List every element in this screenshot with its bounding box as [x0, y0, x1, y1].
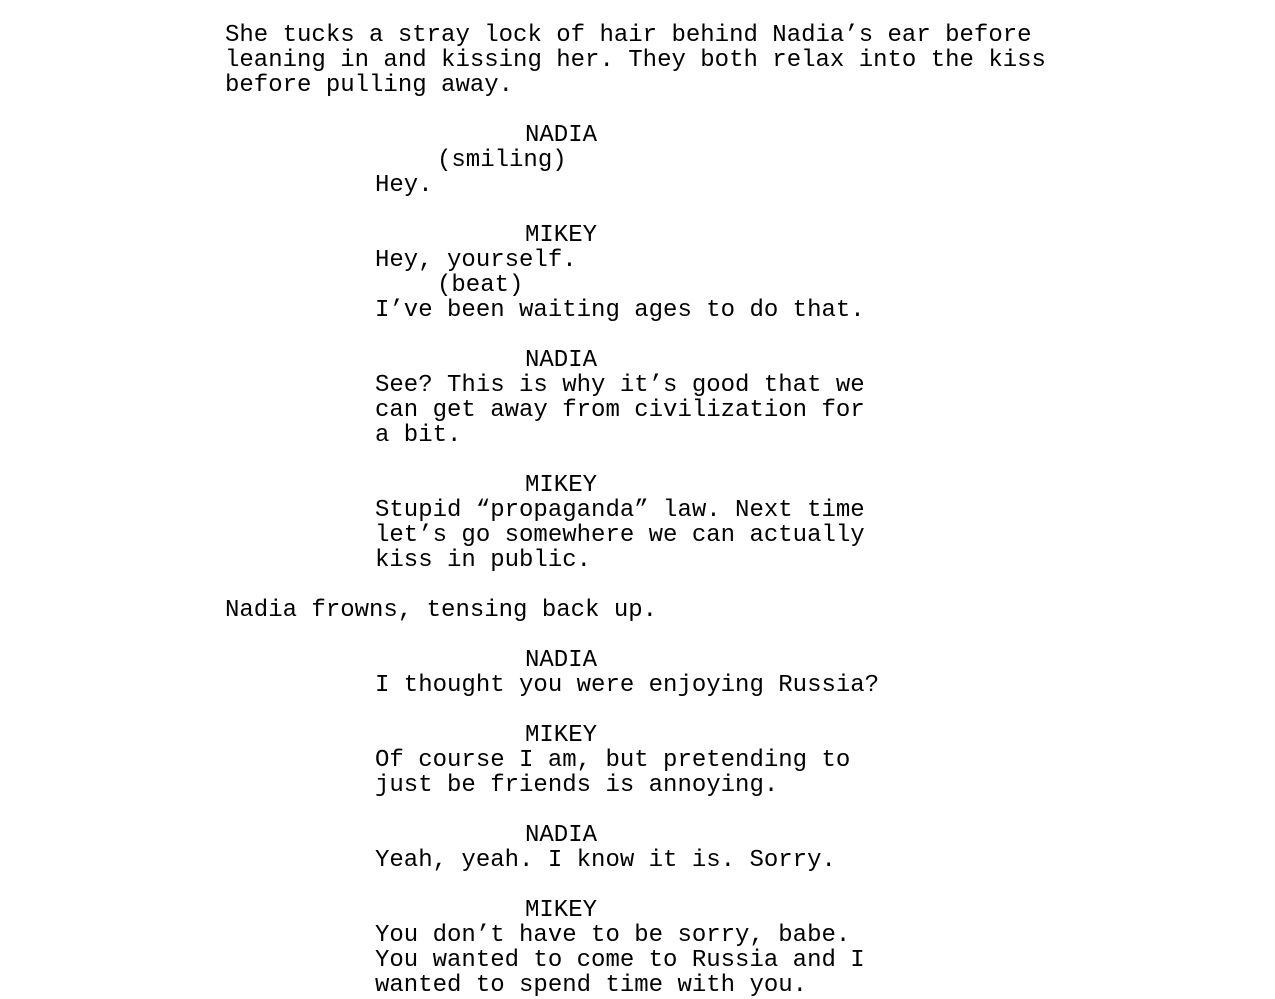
blank-line	[225, 323, 1225, 348]
character-name: MIKEY	[525, 472, 598, 499]
dialogue-line: can get away from civilization for	[375, 397, 865, 424]
parenthetical: (smiling)	[437, 147, 567, 174]
screenplay-page	[225, 23, 1225, 998]
dialogue-line: a bit.	[375, 422, 462, 449]
dialogue-line: just be friends is annoying.	[375, 772, 779, 799]
dialogue-block	[225, 723, 1225, 798]
action-line: Nadia frowns, tensing back up.	[225, 597, 658, 624]
dialogue-line: Hey, yourself.	[375, 247, 577, 274]
action-line: before pulling away.	[225, 72, 514, 99]
dialogue-line: let’s go somewhere we can actually	[375, 522, 865, 549]
blank-line	[225, 623, 1225, 648]
dialogue-block	[225, 648, 1225, 698]
action-line: She tucks a stray lock of hair behind Nadia’s ear before	[225, 22, 1032, 49]
blank-line	[225, 873, 1225, 898]
dialogue-line: You don’t have to be sorry, babe.	[375, 922, 851, 949]
dialogue-block	[225, 823, 1225, 873]
dialogue-line: I thought you were enjoying Russia?	[375, 672, 880, 699]
dialogue-block	[225, 348, 1225, 448]
blank-line	[225, 98, 1225, 123]
dialogue-line: kiss in public.	[375, 547, 592, 574]
character-name: NADIA	[525, 122, 598, 149]
blank-line	[225, 448, 1225, 473]
dialogue-block	[225, 223, 1225, 323]
dialogue-line: Yeah, yeah. I know it is. Sorry.	[375, 847, 836, 874]
character-name: NADIA	[525, 822, 598, 849]
dialogue-block	[225, 898, 1225, 998]
character-name: MIKEY	[525, 222, 598, 249]
dialogue-line: Stupid “propaganda” law. Next time	[375, 497, 865, 524]
dialogue-line: See? This is why it’s good that we	[375, 372, 865, 399]
dialogue-line: I’ve been waiting ages to do that.	[375, 297, 865, 324]
parenthetical: (beat)	[437, 272, 524, 299]
blank-line	[225, 698, 1225, 723]
dialogue-line: Of course I am, but pretending to	[375, 747, 851, 774]
character-name: MIKEY	[525, 722, 598, 749]
character-name: NADIA	[525, 647, 598, 674]
dialogue-line: You wanted to come to Russia and I	[375, 947, 865, 974]
blank-line	[225, 573, 1225, 598]
action-paragraph	[225, 598, 1225, 623]
dialogue-line: Hey.	[375, 172, 433, 199]
blank-line	[225, 798, 1225, 823]
character-name: NADIA	[525, 347, 598, 374]
blank-line	[225, 198, 1225, 223]
dialogue-block	[225, 123, 1225, 198]
character-name: MIKEY	[525, 897, 598, 924]
action-paragraph	[225, 23, 1225, 98]
dialogue-block	[225, 473, 1225, 573]
dialogue-line: wanted to spend time with you.	[375, 972, 808, 999]
action-line: leaning in and kissing her. They both relax into the kiss	[225, 47, 1046, 74]
